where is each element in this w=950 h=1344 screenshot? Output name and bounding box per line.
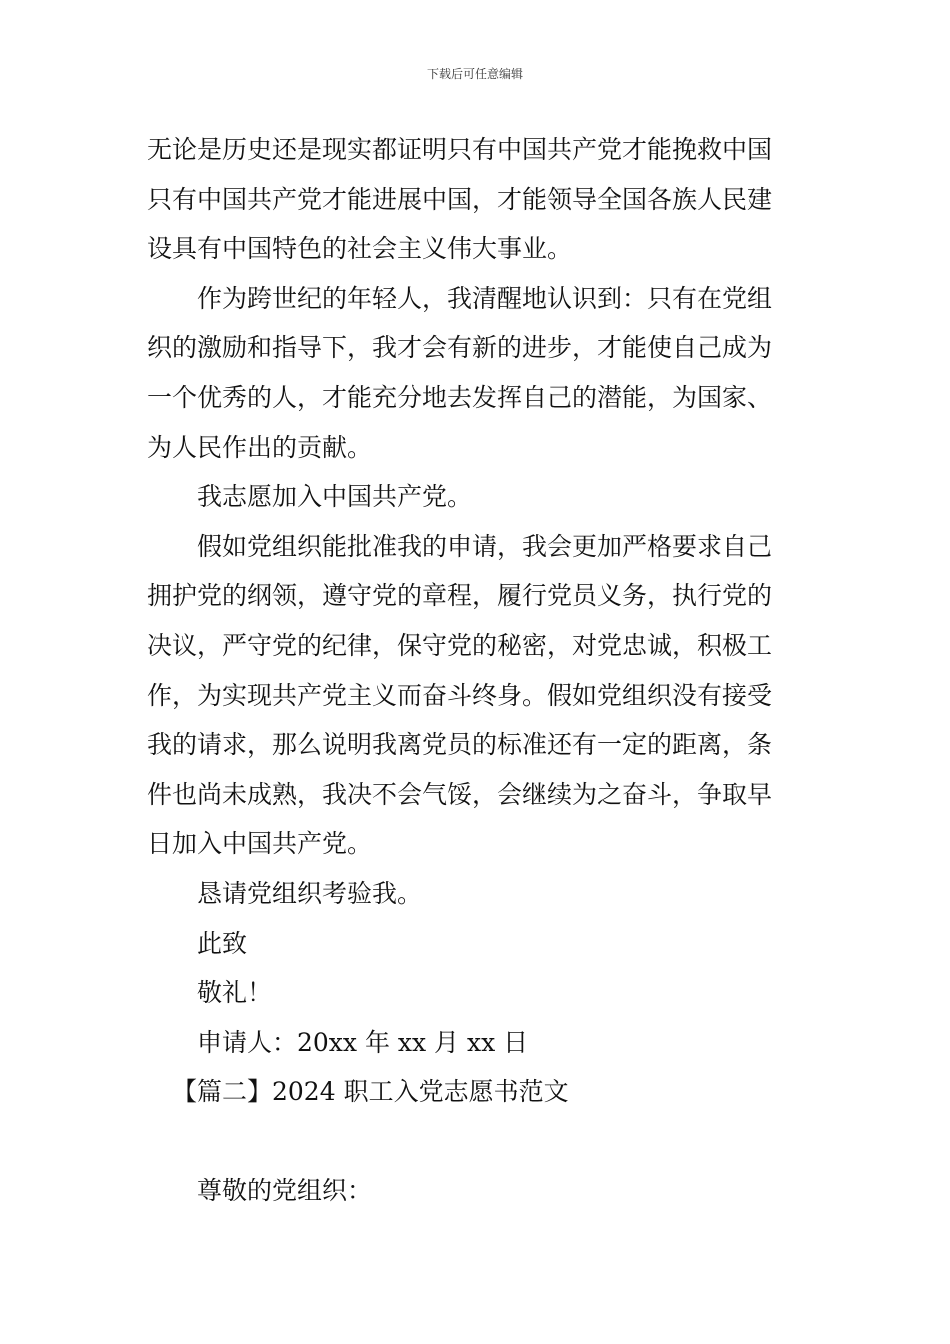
closing-regards: 敬礼！ <box>197 978 273 1008</box>
text-line-7: 为人民作出的贡献。 <box>147 432 373 462</box>
text-line-11: 决议，严守党的纪律，保守党的秘密，对党忠诚，积极工 <box>147 630 773 660</box>
page-header: 下载后可任意编辑 <box>426 67 523 81</box>
closing-salutation: 此致 <box>197 928 248 958</box>
text-line-15: 日加入中国共产党。 <box>147 829 373 859</box>
applicant-date-line: 申请人：20xx 年 xx 月 xx 日 <box>197 1027 529 1057</box>
text-line-2: 只有中国共产党才能进展中国，才能领导全国各族人民建 <box>147 184 773 214</box>
section-heading: 【篇二】2024 职工入党志愿书范文 <box>172 1077 569 1107</box>
text-line-6: 一个优秀的人，才能充分地去发挥自己的潜能，为国家、 <box>147 382 773 412</box>
text-line-10: 拥护党的纲领，遵守党的章程，履行党员义务，执行党的 <box>147 581 773 611</box>
blank-line <box>147 1117 805 1167</box>
text-line-8: 我志愿加入中国共产党。 <box>197 482 473 512</box>
text-line-16: 恳请党组织考验我。 <box>197 878 423 908</box>
text-line-1: 无论是历史还是现实都证明只有中国共产党才能挽救中国 <box>147 135 773 164</box>
text-line-13: 我的请求，那么说明我离党员的标准还有一定的距离，条 <box>147 730 773 760</box>
text-line-14: 件也尚未成熟，我决不会气馁，会继续为之奋斗，争取早 <box>147 779 773 809</box>
text-line-4: 作为跨世纪的年轻人，我清醒地认识到：只有在党组 <box>197 283 773 313</box>
text-line-3: 设具有中国特色的社会主义伟大事业。 <box>147 234 573 264</box>
text-line-12: 作，为实现共产党主义而奋斗终身。假如党组织没有接受 <box>147 680 773 710</box>
letter-greeting: 尊敬的党组织： <box>197 1176 373 1206</box>
text-line-9: 假如党组织能批准我的申请，我会更加严格要求自己 <box>197 531 773 561</box>
document-body <box>147 125 805 1216</box>
text-line-5: 织的激励和指导下，我才会有新的进步，才能使自己成为 <box>147 333 773 363</box>
